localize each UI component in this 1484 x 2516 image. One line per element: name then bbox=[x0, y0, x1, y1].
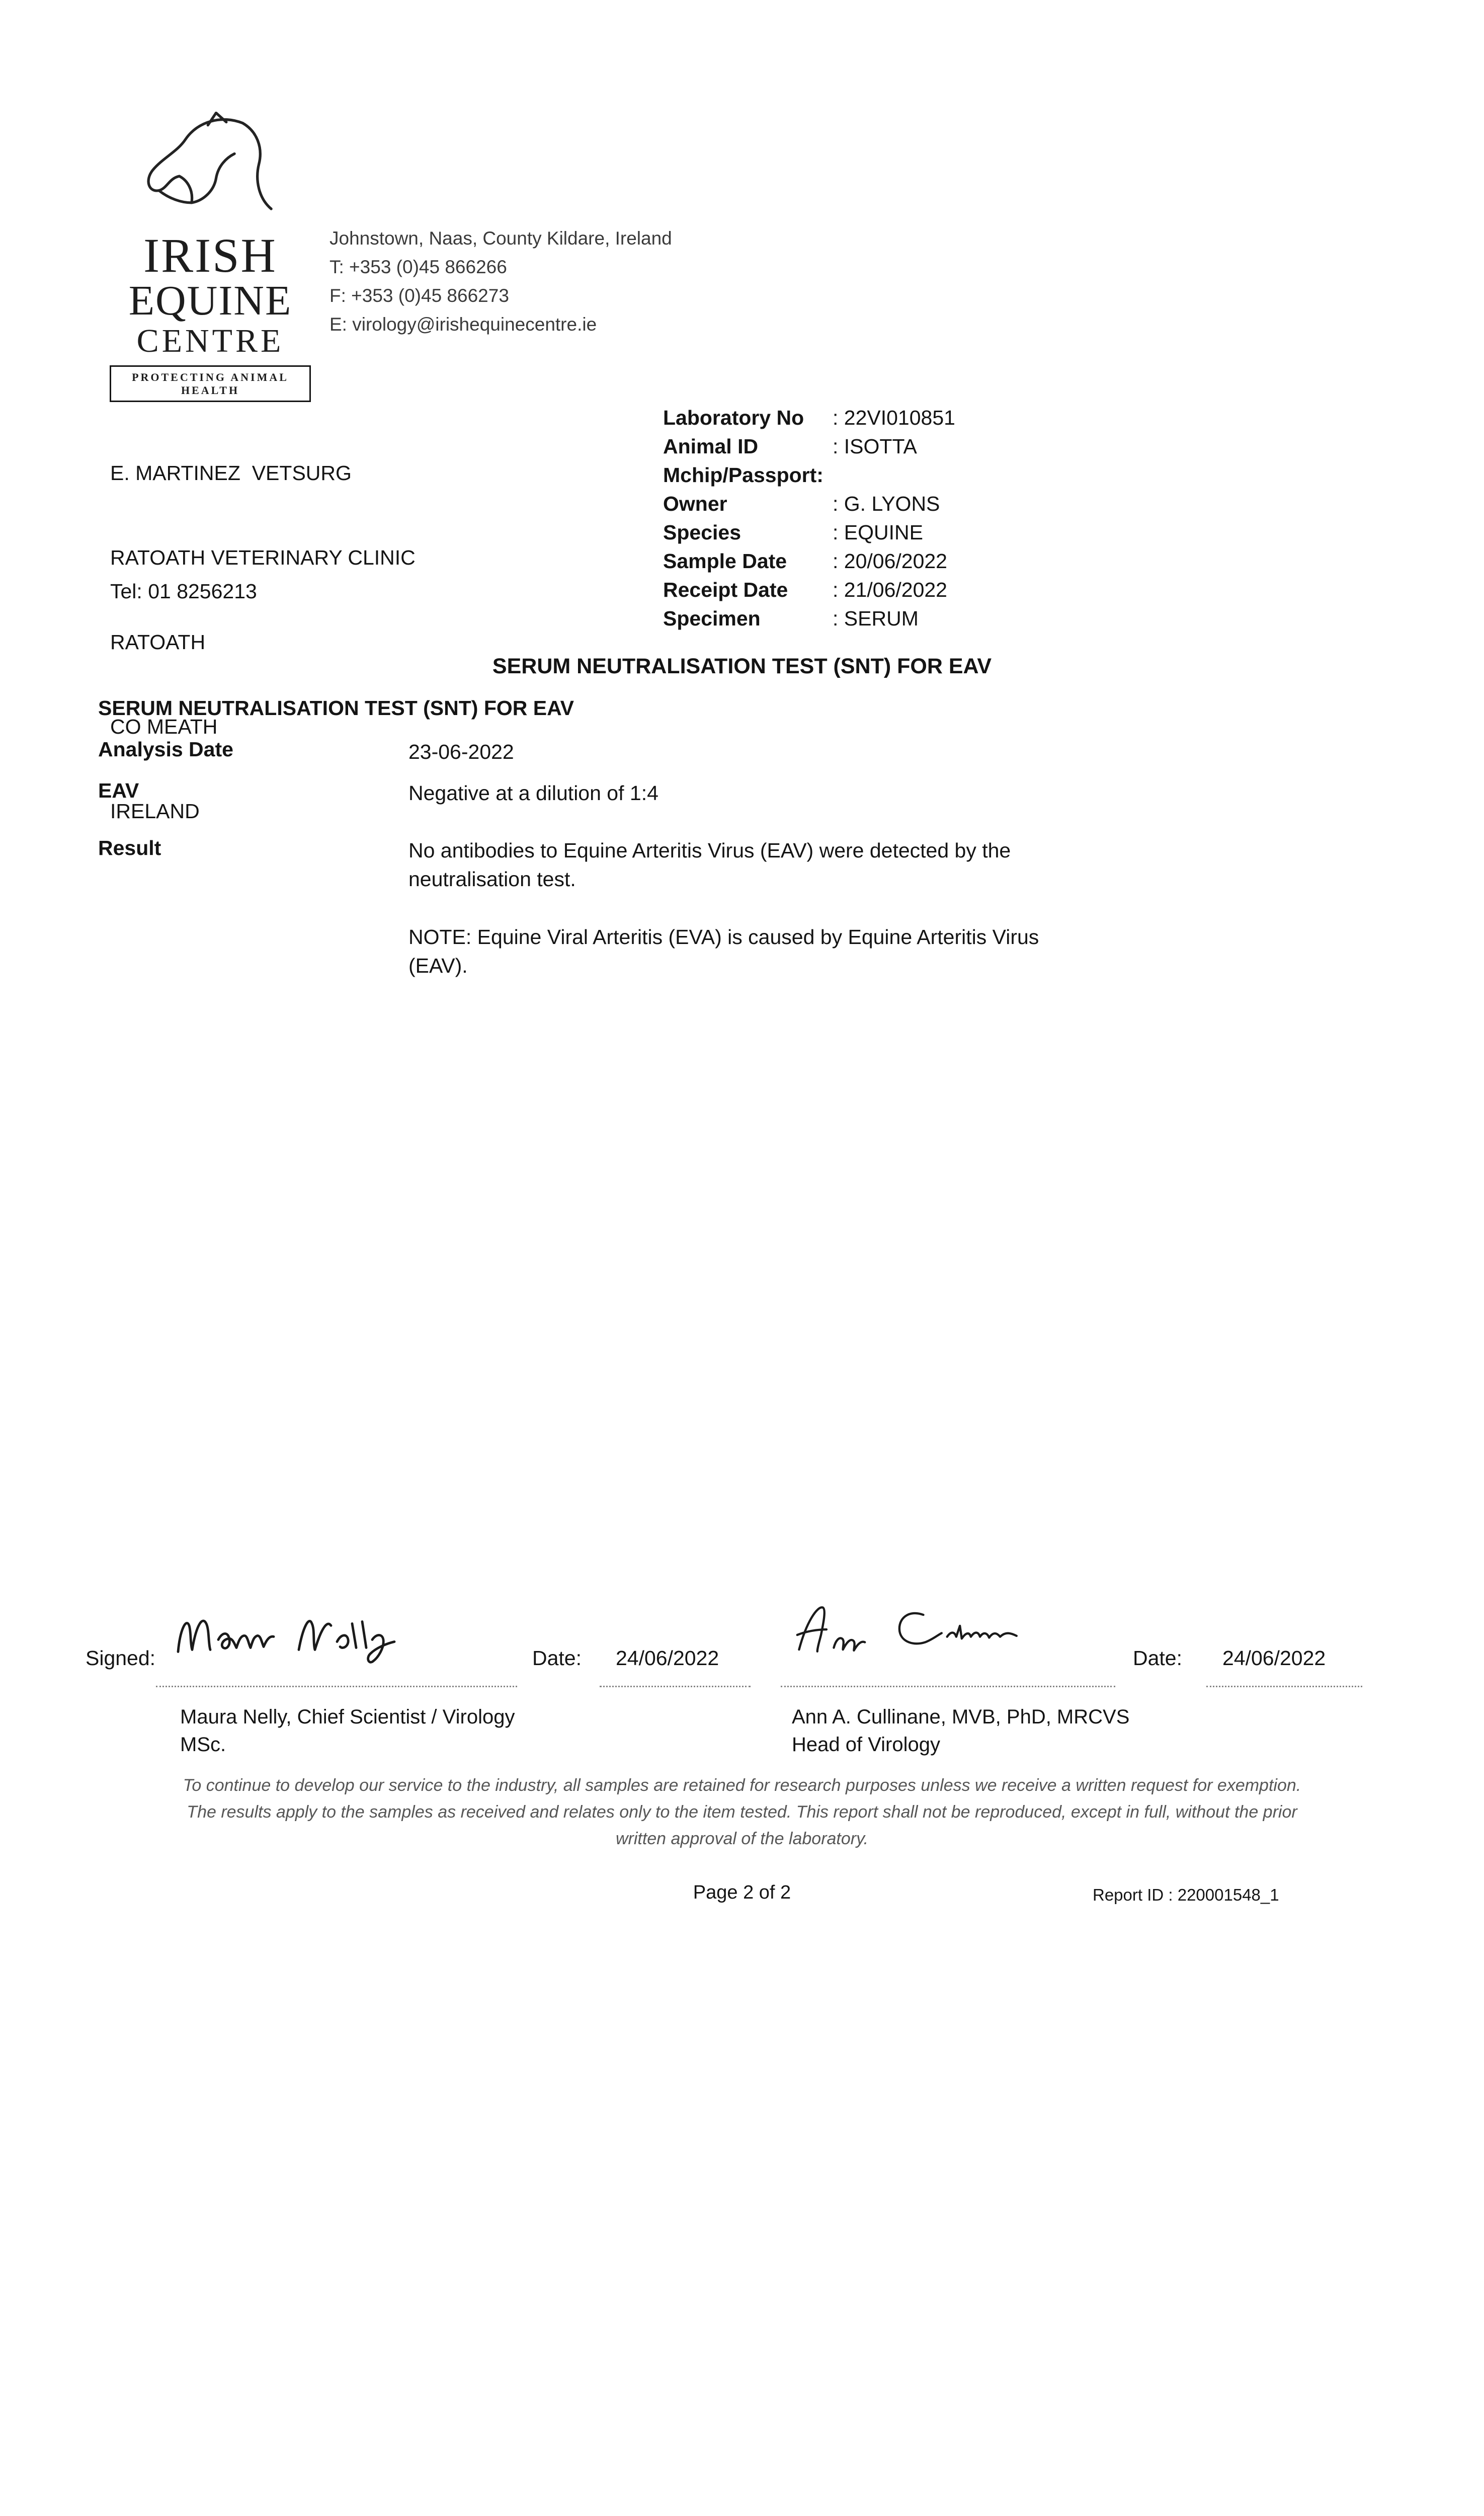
lab-detail-label: Receipt Date bbox=[663, 578, 788, 601]
lab-detail-row bbox=[663, 518, 955, 547]
signature-ann-cullinane-icon bbox=[786, 1590, 1060, 1671]
logo-wordmark bbox=[110, 228, 311, 402]
signer-left-block bbox=[180, 1703, 515, 1759]
disclaimer-line: The results apply to the samples as received and relates only to the item tested. This report shall not be reproduced, except in full, without the prior bbox=[187, 1802, 1297, 1822]
report-id: Report ID : 220001548_1 bbox=[1093, 1885, 1279, 1904]
lab-contact-block bbox=[329, 224, 672, 339]
lab-detail-label: Sample Date bbox=[663, 549, 787, 573]
eav-value: Negative at a dilution of 1:4 bbox=[408, 781, 658, 805]
addressee-telephone: Tel: 01 8256213 bbox=[110, 580, 257, 603]
contact-email: E: virology@irishequinecentre.ie bbox=[329, 314, 597, 335]
signature-line-left bbox=[156, 1686, 517, 1687]
report-subtitle: SERUM NEUTRALISATION TEST (SNT) FOR EAV bbox=[98, 696, 574, 720]
lab-detail-label: Animal ID bbox=[663, 435, 759, 458]
addressee-block bbox=[110, 403, 416, 882]
addressee-line: RATOATH bbox=[110, 631, 206, 654]
disclaimer-line: To continue to develop our service to the industry, all samples are retained for research purposes unless we receive a written request for exemption. bbox=[183, 1776, 1301, 1795]
lab-detail-label: Species bbox=[663, 521, 741, 544]
logo-line-irish: IRISH bbox=[143, 228, 277, 282]
contact-address: Johnstown, Naas, County Kildare, Ireland bbox=[329, 228, 672, 249]
lab-detail-value: : G. LYONS bbox=[833, 492, 940, 515]
lab-detail-row bbox=[663, 604, 955, 633]
date-value-left: 24/06/2022 bbox=[616, 1646, 719, 1670]
analysis-date-value: 23-06-2022 bbox=[408, 740, 514, 763]
lab-detail-value: : 21/06/2022 bbox=[833, 578, 947, 601]
contact-fax: F: +353 (0)45 866273 bbox=[329, 285, 509, 306]
lab-detail-label: Owner bbox=[663, 492, 727, 515]
signed-label: Signed: bbox=[86, 1646, 156, 1670]
date-label-left: Date: bbox=[532, 1646, 582, 1670]
lab-detail-value: : ISOTTA bbox=[833, 435, 917, 458]
lab-detail-row bbox=[663, 576, 955, 604]
signature-line-right bbox=[781, 1686, 1115, 1687]
signer-left-title: MSc. bbox=[180, 1734, 226, 1756]
lab-details-panel bbox=[663, 404, 955, 633]
lab-detail-row bbox=[663, 432, 955, 461]
page-number: Page 2 of 2 bbox=[693, 1882, 791, 1903]
date-line-left bbox=[600, 1686, 751, 1687]
lab-detail-row bbox=[663, 547, 955, 576]
signature-maura-nelly-icon bbox=[170, 1599, 452, 1672]
addressee-line: CO MEATH bbox=[110, 715, 218, 738]
lab-detail-value: : 22VI010851 bbox=[833, 406, 955, 429]
signer-right-name: Ann A. Cullinane, MVB, PhD, MRCVS bbox=[792, 1706, 1130, 1728]
lab-detail-label: Specimen bbox=[663, 607, 761, 630]
report-title: SERUM NEUTRALISATION TEST (SNT) FOR EAV bbox=[492, 654, 992, 678]
lab-detail-value: : SERUM bbox=[833, 607, 919, 630]
lab-detail-value: : 20/06/2022 bbox=[833, 549, 947, 573]
disclaimer-block bbox=[0, 1772, 1484, 1852]
note-text: NOTE: Equine Viral Arteritis (EVA) is caused by Equine Arteritis Virus (EAV). bbox=[408, 925, 1039, 977]
signer-right-block bbox=[792, 1703, 1129, 1759]
lab-detail-row bbox=[663, 490, 955, 518]
signer-left-name: Maura Nelly, Chief Scientist / Virology bbox=[180, 1706, 515, 1728]
result-label: Result bbox=[98, 836, 161, 859]
logo-line-centre: CENTRE bbox=[136, 323, 284, 359]
date-label-right: Date: bbox=[1133, 1646, 1182, 1670]
lab-detail-value: : EQUINE bbox=[833, 521, 923, 544]
result-text: No antibodies to Equine Arteritis Virus (EAV) were detected by the neutralisation test. bbox=[408, 839, 1011, 891]
lab-detail-label: Mchip/Passport: bbox=[663, 463, 823, 487]
lab-detail-row bbox=[663, 404, 955, 432]
logo-line-equine: EQUINE bbox=[128, 277, 292, 324]
lab-detail-label: Laboratory No bbox=[663, 406, 804, 429]
lab-detail-row bbox=[663, 461, 955, 490]
date-value-right: 24/06/2022 bbox=[1222, 1646, 1326, 1670]
addressee-line: IRELAND bbox=[110, 800, 200, 823]
eav-label: EAV bbox=[98, 779, 139, 802]
addressee-line: E. MARTINEZ VETSURG bbox=[110, 461, 352, 485]
signer-right-title: Head of Virology bbox=[792, 1734, 940, 1756]
contact-phone: T: +353 (0)45 866266 bbox=[329, 257, 507, 277]
analysis-date-label: Analysis Date bbox=[98, 738, 233, 761]
addressee-line: RATOATH VETERINARY CLINIC bbox=[110, 546, 416, 569]
logo-tagline: PROTECTING ANIMAL HEALTH bbox=[110, 365, 311, 402]
disclaimer-line: written approval of the laboratory. bbox=[615, 1829, 869, 1848]
horse-logo-icon bbox=[128, 112, 302, 231]
date-line-right bbox=[1206, 1686, 1362, 1687]
